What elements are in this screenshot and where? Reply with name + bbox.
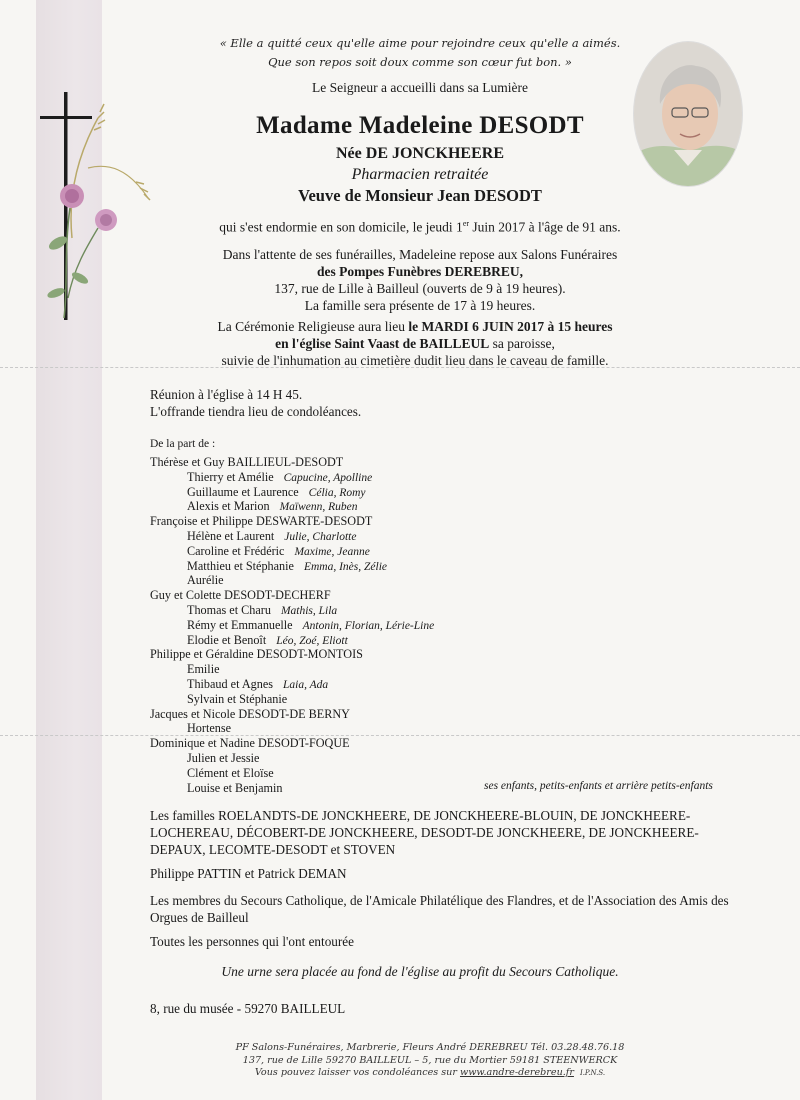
scan-fold-line-2: [0, 735, 800, 736]
family-member-row: [150, 751, 434, 766]
family-member-name: Alexis et Marion: [187, 499, 270, 514]
family-member-row: [150, 544, 434, 559]
family-member-children: Maïwenn, Ruben: [279, 501, 358, 514]
de-la-part-heading: De la part de :: [150, 438, 216, 450]
family-member-name: Hortense: [187, 721, 231, 736]
family-member-row: [150, 647, 434, 662]
death-statement: [180, 219, 660, 236]
family-member-children: Maxime, Jeanne: [294, 545, 370, 558]
family-member-name: Sylvain et Stéphanie: [187, 691, 288, 706]
family-member-name: Dominique et Nadine DESODT-FOQUE: [150, 736, 350, 751]
family-member-row: [150, 736, 434, 751]
family-member-row: [150, 514, 434, 529]
epitaph-line-2: Que son repos soit doux comme son cœur fut bon. »: [268, 55, 572, 69]
associations-line: Les membres du Secours Catholique, de l'Amicale Philatélique des Flandres, et de l'Association des Amis des Orgues de Bailleul: [150, 893, 729, 925]
family-member-children: Julie, Charlotte: [284, 530, 357, 543]
family-member-row: [150, 707, 434, 722]
family-member-name: Emilie: [187, 662, 220, 677]
family-member-children: Léo, Zoé, Eliott: [276, 634, 348, 647]
ipns-mark: I.P.N.S.: [579, 1069, 606, 1077]
family-member-row: [150, 781, 434, 796]
urn-notice: Une urne sera placée au fond de l'église au profit du Secours Catholique.: [221, 964, 619, 979]
family-member-name: Philippe et Géraldine DESODT-MONTOIS: [150, 647, 363, 662]
funeral-line-2: des Pompes Funèbres DEREBREU,: [316, 264, 524, 279]
profession: Pharmacien retraitée: [351, 166, 489, 183]
ceremony-text: La Cérémonie Religieuse aura lieu: [217, 319, 409, 334]
family-member-name: Julien et Jessie: [187, 750, 260, 765]
family-member-name: Thierry et Amélie: [187, 469, 274, 484]
family-member-children: Célia, Romy: [308, 486, 366, 499]
family-member-name: Hélène et Laurent: [187, 528, 275, 543]
family-member-row: [150, 603, 434, 618]
all-people-line: Toutes les personnes qui l'ont entourée: [150, 934, 354, 949]
family-member-name: Aurélie: [187, 573, 224, 588]
family-member-row: [150, 470, 434, 485]
reunion-line-2: L'offrande tiendra lieu de condoléances.: [150, 404, 362, 419]
funeral-line-1: Dans l'attente de ses funérailles, Madeleine repose aux Salons Funéraires: [222, 247, 618, 262]
family-member-row: [150, 499, 434, 514]
family-member-name: Thibaud et Agnes: [187, 676, 273, 691]
ceremony-text-2: sa paroisse,: [489, 336, 555, 351]
family-member-children: Capucine, Apolline: [283, 471, 373, 484]
funeral-home-footer: [230, 1042, 630, 1080]
family-member-row: [150, 662, 434, 677]
widow-of: Veuve de Monsieur Jean DESODT: [298, 186, 542, 205]
family-member-children: Emma, Inès, Zélie: [303, 560, 387, 573]
reunion-info: [150, 386, 361, 420]
death-statement-text: qui s'est endormie en son domicile, le jeudi 1: [219, 219, 463, 235]
cross-with-flowers-illustration: [28, 88, 168, 328]
epitaph-quote: [160, 34, 680, 72]
family-member-row: [150, 766, 434, 781]
epitaph-line-1: « Elle a quitté ceux qu'elle aime pour rejoindre ceux qu'elle a aimés.: [219, 36, 621, 50]
family-member-row: [150, 692, 434, 707]
family-member-name: Matthieu et Stéphanie: [187, 558, 294, 573]
family-member-name: Françoise et Philippe DESWARTE-DESODT: [150, 514, 373, 529]
family-member-name: Thomas et Charu: [187, 602, 271, 617]
maiden-name: Née DE JONCKHEERE: [336, 145, 504, 162]
family-member-row: [150, 455, 434, 470]
family-member-name: Louise et Benjamin: [187, 780, 283, 795]
footer-line-3: Vous pouvez laisser vos condoléances sur: [254, 1067, 460, 1078]
family-member-name: Caroline et Frédéric: [187, 543, 285, 558]
footer-line-2: 137, rue de Lille 59270 BAILLEUL – 5, rue du Mortier 59181 STEENWERCK: [242, 1054, 618, 1066]
funeral-line-3: 137, rue de Lille à Bailleul (ouverts de 9 à 19 heures).: [274, 281, 566, 296]
intro-line: Le Seigneur a accueilli dans sa Lumière: [312, 80, 528, 95]
family-member-children: Mathis, Lila: [280, 604, 338, 617]
funeral-line-4: La famille sera présente de 17 à 19 heures.: [304, 298, 536, 313]
deceased-name: Madame Madeleine DESODT: [256, 112, 584, 139]
family-member-row: [150, 618, 434, 633]
friends-line: Philippe PATTIN et Patrick DEMAN: [150, 866, 347, 881]
death-statement-text-2: Juin 2017 à l'âge de 91 ans.: [469, 219, 621, 235]
ceremony-burial: suivie de l'inhumation au cimetière dudit lieu dans le caveau de famille.: [221, 353, 609, 368]
family-member-children: Laia, Ada: [282, 678, 329, 691]
family-member-row: [150, 588, 434, 603]
family-member-name: Guillaume et Laurence: [187, 484, 299, 499]
condolences-link[interactable]: www.andre-derebreu.fr: [459, 1067, 574, 1078]
family-member-children: Antonin, Florian, Lérie-Line: [302, 619, 435, 632]
family-member-name: Jacques et Nicole DESODT-DE BERNY: [150, 706, 350, 721]
family-member-name: Thérèse et Guy BAILLIEUL-DESODT: [150, 455, 344, 469]
family-member-name: Elodie et Benoît: [187, 632, 267, 647]
family-member-name: Guy et Colette DESODT-DECHERF: [150, 588, 331, 603]
family-member-row: [150, 573, 434, 588]
ceremony-date: le MARDI 6 JUIN 2017 à 15 heures: [408, 319, 613, 334]
scan-fold-line: [0, 367, 800, 368]
family-member-row: [150, 559, 434, 574]
death-statement-sup: er: [462, 219, 470, 228]
family-member-row: [150, 677, 434, 692]
ceremony-church: en l'église Saint Vaast de BAILLEUL: [275, 336, 490, 351]
family-member-row: [150, 633, 434, 648]
family-list: [150, 455, 434, 795]
funeral-home-info: [160, 246, 680, 314]
family-member-row: [150, 721, 434, 736]
family-member-row: [150, 485, 434, 500]
footer-line-1: PF Salons-Funéraires, Marbrerie, Fleurs André DEREBREU Tél. 03.28.48.76.18: [235, 1042, 625, 1053]
extended-families: Les familles ROELANDTS-DE JONCKHEERE, DE JONCKHEERE-BLOUIN, DE JONCKHEERE-LOCHEREAU, DÉCOBERT-DE JONCKHEERE, DESODT-DE JONCKHEERE, DE JONCKHEERE-DEPAUX, LECOMTE-DESODT et STOVEN: [150, 808, 699, 857]
family-address: 8, rue du musée - 59270 BAILLEUL: [150, 1001, 346, 1016]
family-member-name: Rémy et Emmanuelle: [187, 617, 293, 632]
ceremony-info: [180, 318, 650, 369]
family-member-name: Clément et Eloïse: [187, 765, 274, 780]
family-closing: ses enfants, petits-enfants et arrière petits-enfants: [484, 780, 713, 792]
family-member-row: [150, 529, 434, 544]
reunion-line-1: Réunion à l'église à 14 H 45.: [150, 387, 303, 402]
